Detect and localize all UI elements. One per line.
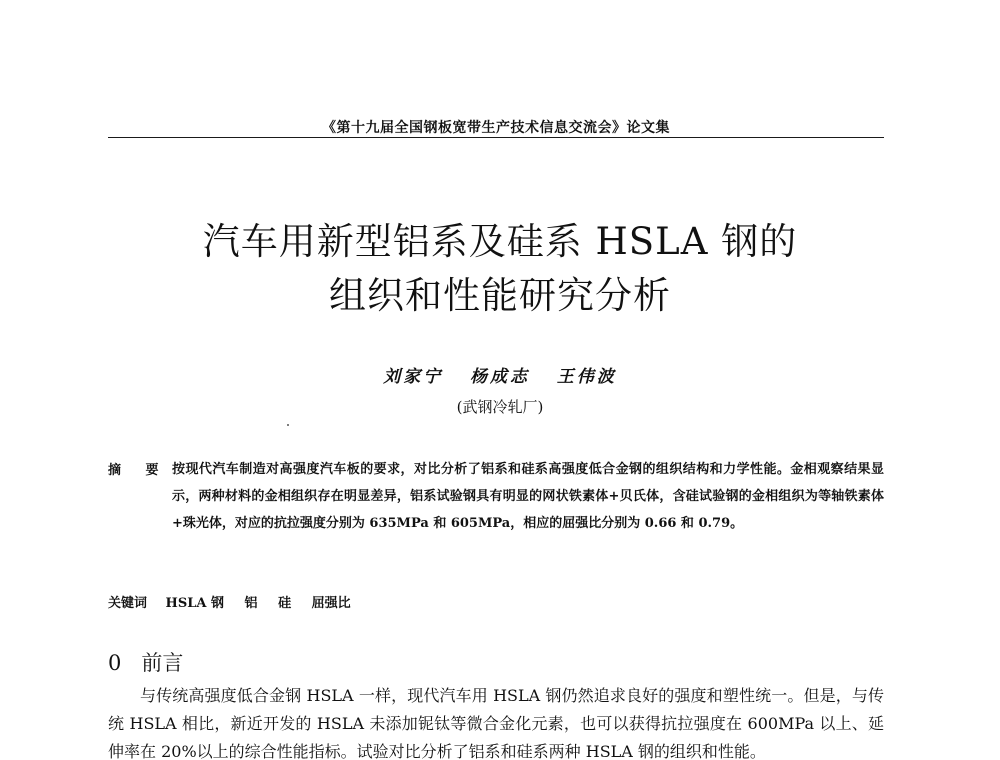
keyword: 硅 [278, 596, 292, 611]
scan-speck [287, 424, 289, 426]
keywords-line [108, 592, 367, 611]
paper-title [120, 215, 880, 323]
header-rule [108, 137, 884, 138]
section-heading [108, 647, 183, 677]
keywords-label: 关键词 [108, 596, 148, 611]
author-name: 王伟波 [556, 367, 617, 387]
title-line-1: 汽车用新型铝系及硅系 HSLA 钢的 [202, 220, 798, 263]
abstract-label: 摘 要 [108, 463, 169, 478]
keyword: HSLA 钢 [165, 596, 224, 611]
keyword: 屈强比 [311, 596, 351, 611]
author-name: 杨成志 [470, 367, 530, 387]
running-header: 《第十九届全国钢板宽带生产技术信息交流会》论文集 [322, 120, 670, 136]
affiliation: (武钢冷轧厂) [456, 398, 544, 416]
author-name: 刘家宁 [383, 367, 444, 387]
keyword: 铝 [244, 596, 258, 611]
body-paragraph: 与传统高强度低合金钢 HSLA 一样，现代汽车用 HSLA 钢仍然追求良好的强度和塑性统一。但是，与传统 HSLA 相比，新近开发的 HSLA 未添加铌钛等微合金化元素，也可以获得抗拉强度在 600MPa 以上、延伸率在 20%以上的综合性能指标。试验对比分析了铝系和硅系两种 HSLA 钢的组织和性能。 [108, 686, 884, 760]
section-title: 前言 [141, 651, 184, 675]
section-number: 0 [108, 651, 122, 675]
author-list [120, 362, 880, 387]
abstract-text: 按现代汽车制造对高强度汽车板的要求，对比分析了铝系和硅系高强度低合金钢的组织结构和力学性能。金相观察结果显示，两种材料的金相组织存在明显差异，铝系试验钢具有明显的网状铁素体+贝氏体，含硅试验钢的金相组织为等轴铁素体+珠光体，对应的抗拉强度分别为 635MPa 和 605MPa，相应的屈强比分别为 0.66 和 0.79。 [172, 462, 884, 531]
title-line-2: 组织和性能研究分析 [329, 274, 671, 317]
